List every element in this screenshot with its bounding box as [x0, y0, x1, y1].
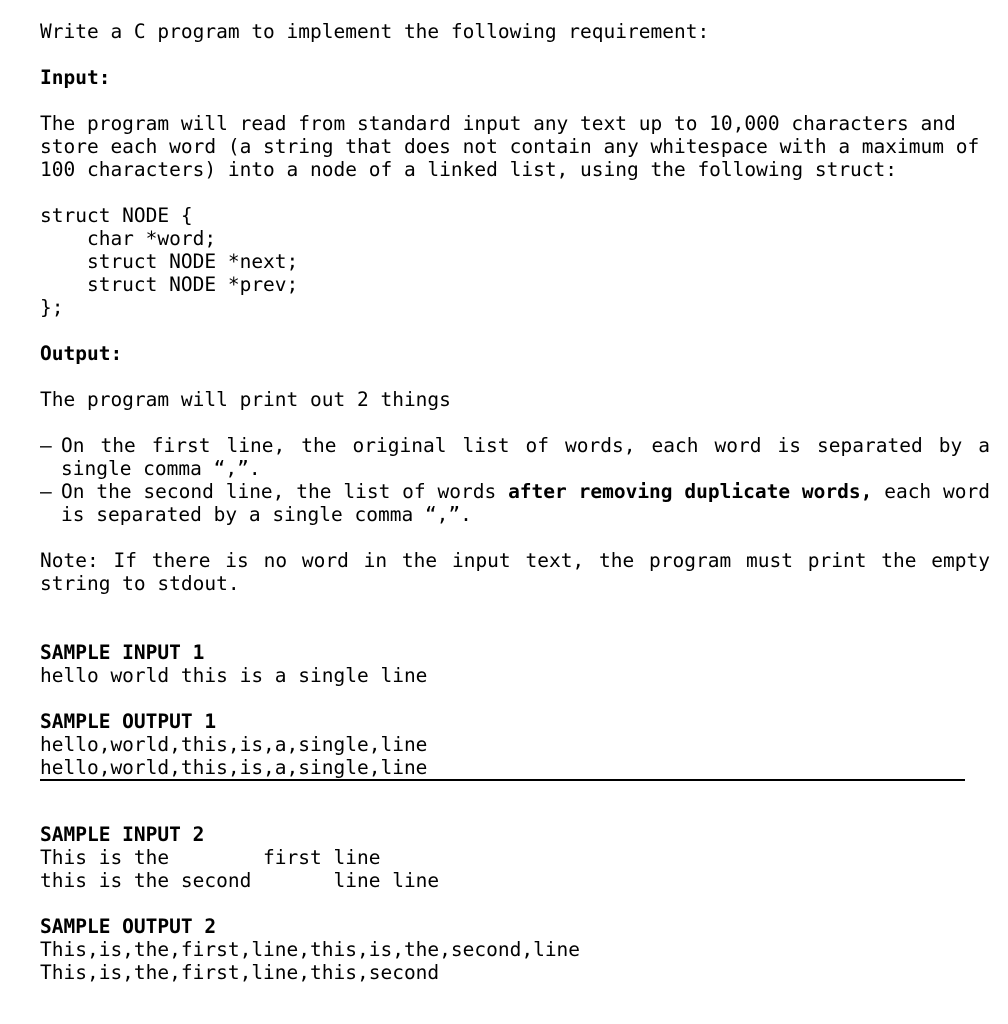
output-bullet-1 — [40, 434, 990, 480]
sample-2 — [40, 823, 990, 984]
sample-output-line: hello,world,this,is,a,single,line — [40, 756, 428, 779]
sample-output-line: This,is,the,first,line,this,is,the,second,line — [40, 938, 581, 961]
input-description-line-1: The program will read from standard input any text up to 10,000 characters and — [40, 112, 956, 135]
code-line: struct NODE *next; — [40, 250, 299, 273]
output-summary: The program will print out 2 things — [40, 388, 451, 411]
bullet-text-before: On the second line, the list of words — [61, 480, 509, 503]
sample-input-line: this is the second line line — [40, 869, 440, 892]
bullet-text-after: each word is separated by a single comma “,”. — [61, 480, 990, 526]
code-line: char *word; — [40, 227, 217, 250]
sample-output-heading: SAMPLE OUTPUT 1 — [40, 710, 217, 733]
horizontal-divider — [40, 779, 965, 781]
dash-bullet-icon: – — [40, 480, 52, 503]
code-line: }; — [40, 296, 64, 319]
sample-1 — [40, 641, 990, 779]
output-heading: Output: — [40, 342, 123, 365]
intro-text: Write a C program to implement the following requirement: — [40, 20, 710, 43]
code-line: struct NODE *prev; — [40, 273, 299, 296]
sample-input-line: This is the first line — [40, 846, 381, 869]
struct-code-block — [40, 204, 990, 319]
input-description-line-2: store each word (a string that does not contain any whitespace with a maximum of — [40, 135, 980, 158]
sample-output-heading: SAMPLE OUTPUT 2 — [40, 915, 217, 938]
bullet-text: On the first line, the original list of words, each word is separated by a single comma “,”. — [61, 434, 990, 480]
bullet-text — [61, 480, 990, 526]
sample-output-line: hello,world,this,is,a,single,line — [40, 733, 428, 756]
code-line: struct NODE { — [40, 204, 193, 227]
problem-document — [40, 20, 990, 984]
sample-input-heading: SAMPLE INPUT 1 — [40, 641, 205, 664]
note-text: Note: If there is no word in the input text, the program must print the empty string to stdout. — [40, 549, 990, 595]
input-heading: Input: — [40, 66, 111, 89]
sample-input-line: hello world this is a single line — [40, 664, 428, 687]
output-bullet-2 — [40, 480, 990, 526]
bullet-text-emphasis: after removing duplicate words, — [508, 480, 873, 503]
sample-input-heading: SAMPLE INPUT 2 — [40, 823, 205, 846]
dash-bullet-icon: – — [40, 434, 52, 457]
input-description-line-3: 100 characters) into a node of a linked list, using the following struct: — [40, 158, 898, 181]
sample-output-line: This,is,the,first,line,this,second — [40, 961, 440, 984]
